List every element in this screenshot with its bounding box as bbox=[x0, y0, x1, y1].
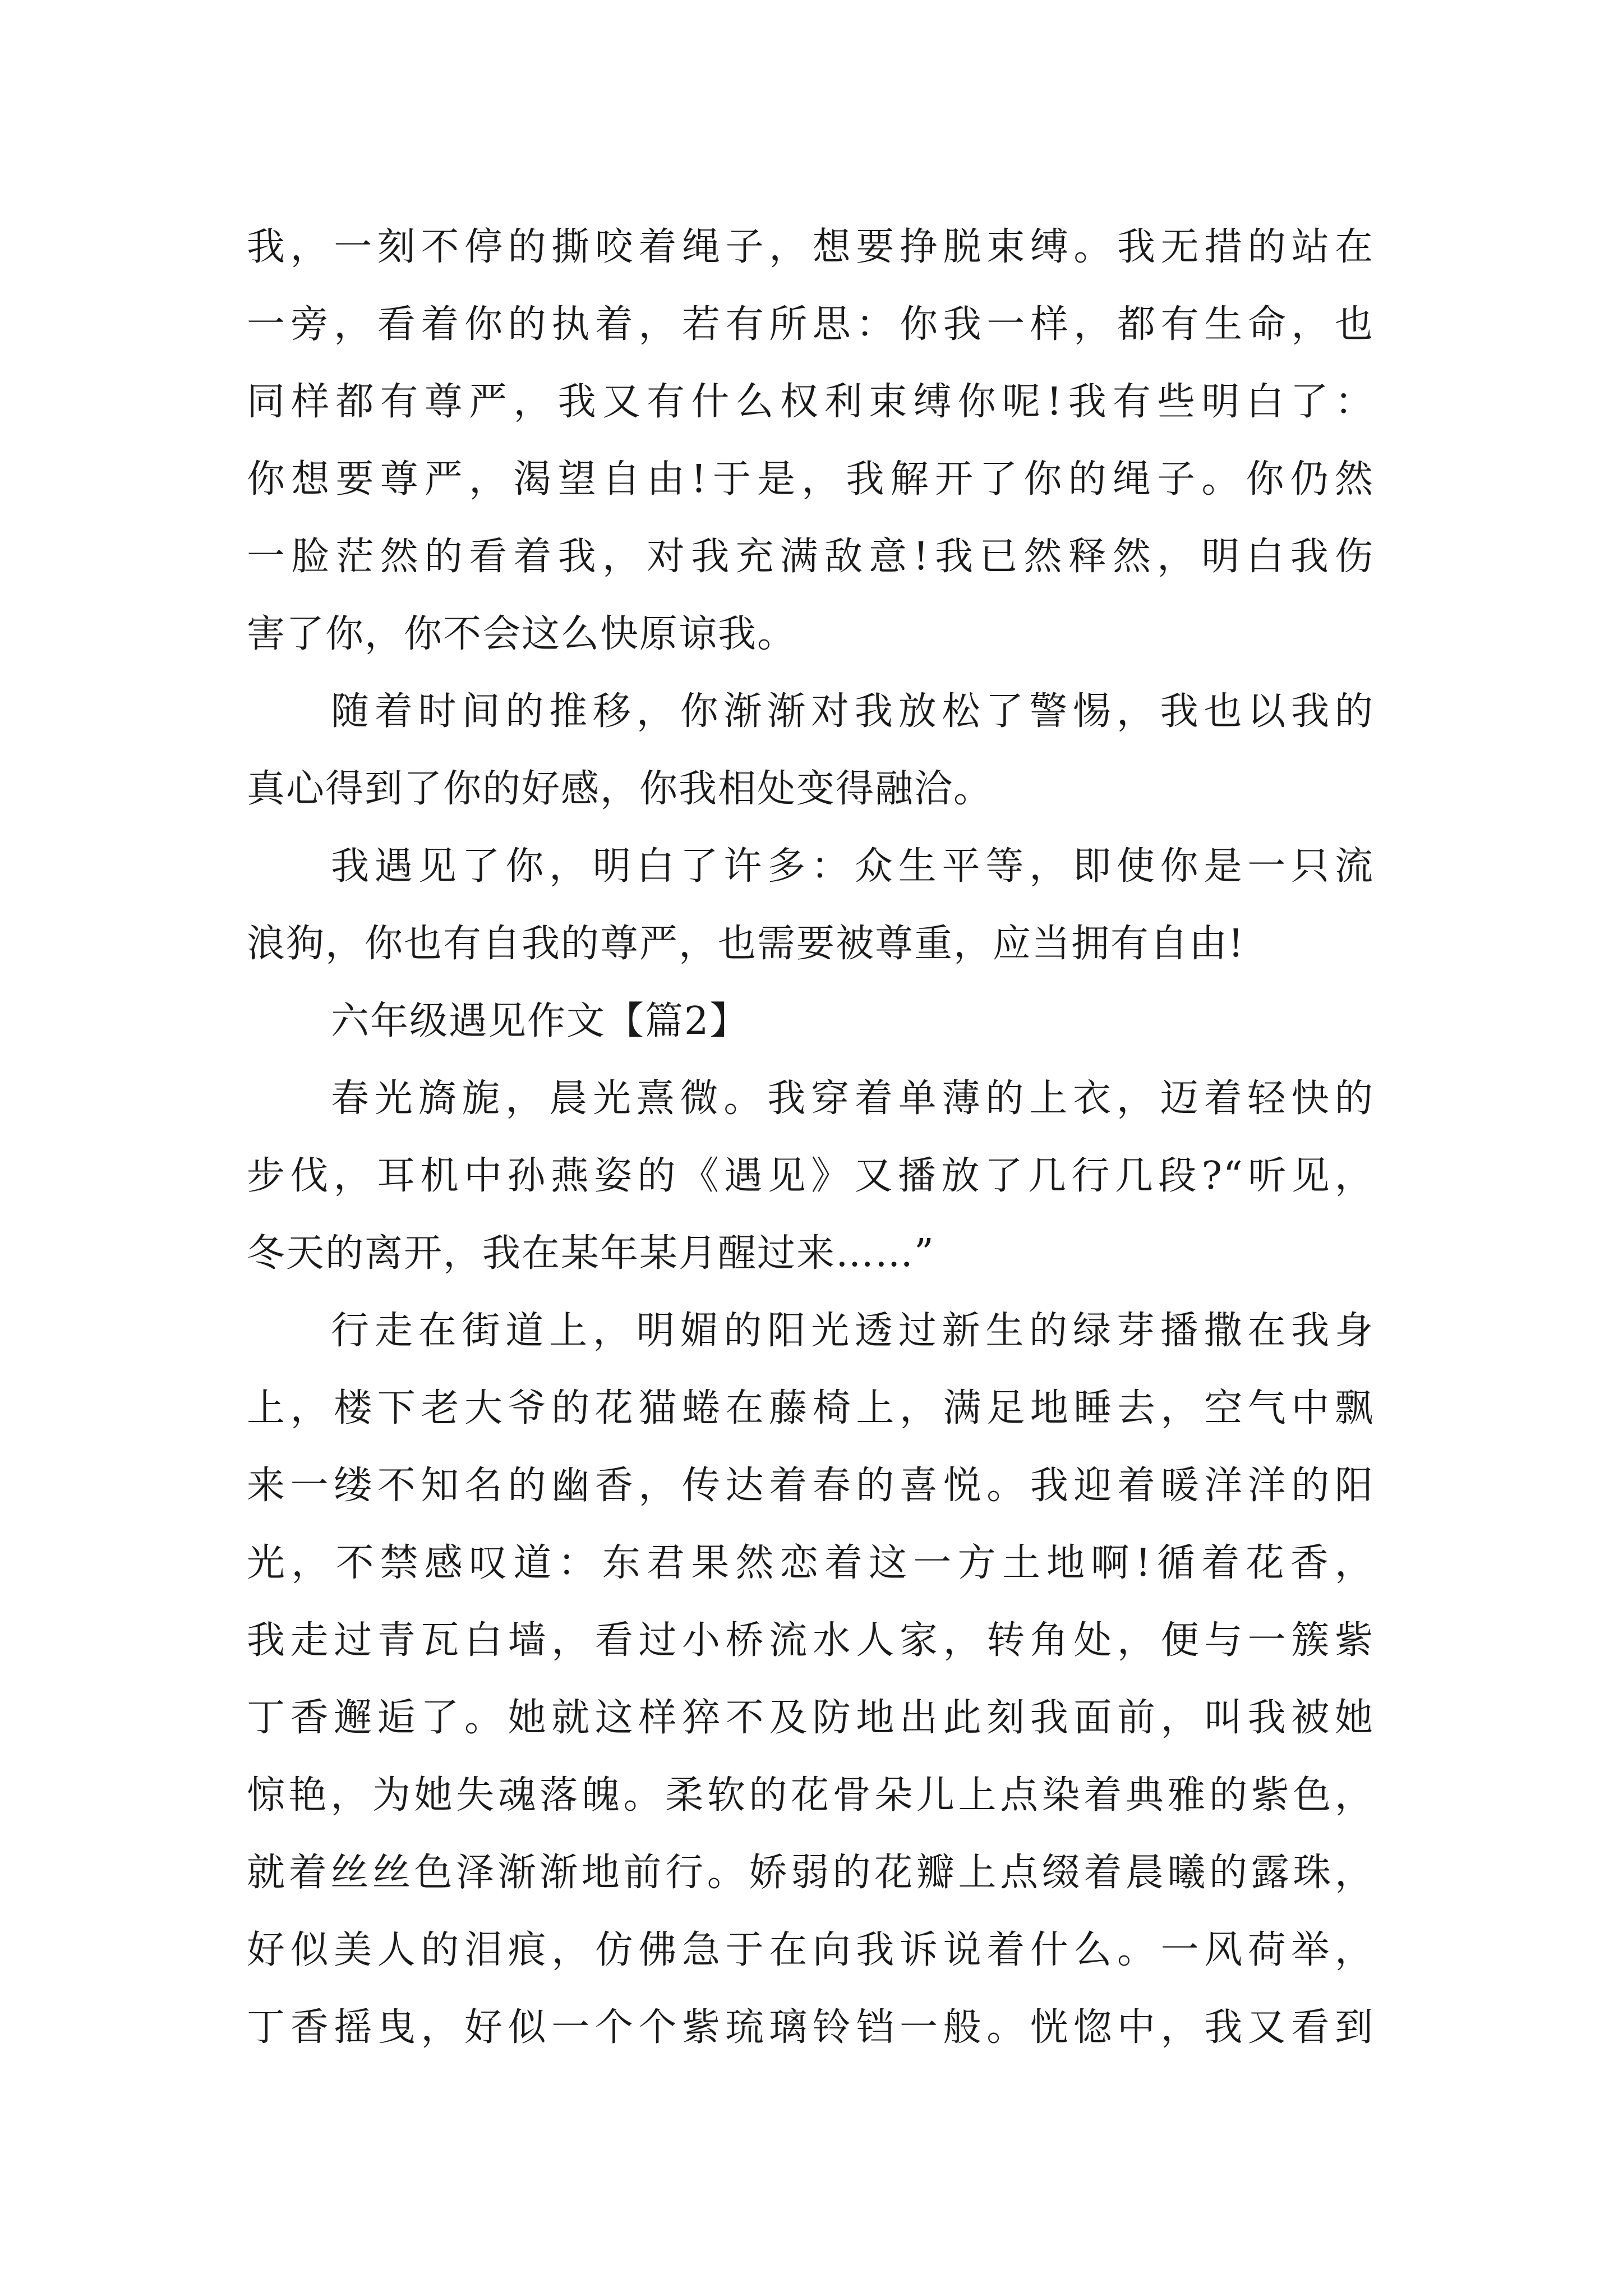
text-line: 上，楼下老大爷的花猫蜷在藤椅上，满足地睡去，空气中飘 bbox=[247, 1386, 1374, 1430]
text-line: 浪狗，你也有自我的尊严，也需要被尊重，应当拥有自由! bbox=[247, 922, 1245, 966]
text-line: 冬天的离开，我在某年某月醒过来……” bbox=[247, 1231, 935, 1276]
text-line: 一脸茫然的看着我，对我充满敌意!我已然释然，明白我伤 bbox=[247, 535, 1374, 579]
text-line: 惊艳，为她失魂落魄。柔软的花骨朵儿上点染着典雅的紫色， bbox=[247, 1773, 1374, 1818]
text-line: 丁香邂逅了。她就这样猝不及防地出此刻我面前，叫我被她 bbox=[247, 1696, 1374, 1740]
text-line: 春光旖旎，晨光熹微。我穿着单薄的上衣，迈着轻快的 bbox=[331, 1076, 1374, 1121]
text-line: 光，不禁感叹道：东君果然恋着这一方土地啊!循着花香， bbox=[247, 1541, 1374, 1585]
text-line: 我，一刻不停的撕咬着绳子，想要挣脱束缚。我无措的站在 bbox=[247, 225, 1374, 269]
text-line: 我走过青瓦白墙，看过小桥流水人家，转角处，便与一簇紫 bbox=[247, 1618, 1374, 1663]
text-line: 一旁，看着你的执着，若有所思：你我一样，都有生命，也 bbox=[247, 302, 1374, 347]
text-line: 随着时间的推移，你渐渐对我放松了警惕，我也以我的 bbox=[331, 689, 1374, 734]
text-line: 害了你，你不会这么快原谅我。 bbox=[247, 612, 797, 656]
text-line: 我遇见了你，明白了许多：众生平等，即使你是一只流 bbox=[331, 844, 1374, 889]
text-line: 步伐，耳机中孙燕姿的《遇见》又播放了几行几段?“听见， bbox=[247, 1154, 1374, 1198]
text-line: 来一缕不知名的幽香，传达着春的喜悦。我迎着暖洋洋的阳 bbox=[247, 1464, 1374, 1508]
section-heading: 六年级遇见作文【篇2】 bbox=[331, 999, 749, 1043]
text-line: 你想要尊严，渴望自由!于是，我解开了你的绳子。你仍然 bbox=[247, 457, 1374, 501]
text-line: 就着丝丝色泽渐渐地前行。娇弱的花瓣上点缀着晨曦的露珠， bbox=[247, 1851, 1374, 1895]
text-line: 丁香摇曳，好似一个个紫琉璃铃铛一般。恍惚中，我又看到 bbox=[247, 2005, 1374, 2050]
text-line: 行走在街道上，明媚的阳光透过新生的绿芽播撒在我身 bbox=[331, 1309, 1374, 1353]
text-line: 同样都有尊严，我又有什么权利束缚你呢!我有些明白了： bbox=[247, 380, 1374, 424]
text-line: 真心得到了你的好感，你我相处变得融洽。 bbox=[247, 767, 993, 811]
essay-text-block bbox=[247, 209, 1374, 2067]
text-line: 好似美人的泪痕，仿佛急于在向我诉说着什么。一风荷举， bbox=[247, 1928, 1374, 1972]
